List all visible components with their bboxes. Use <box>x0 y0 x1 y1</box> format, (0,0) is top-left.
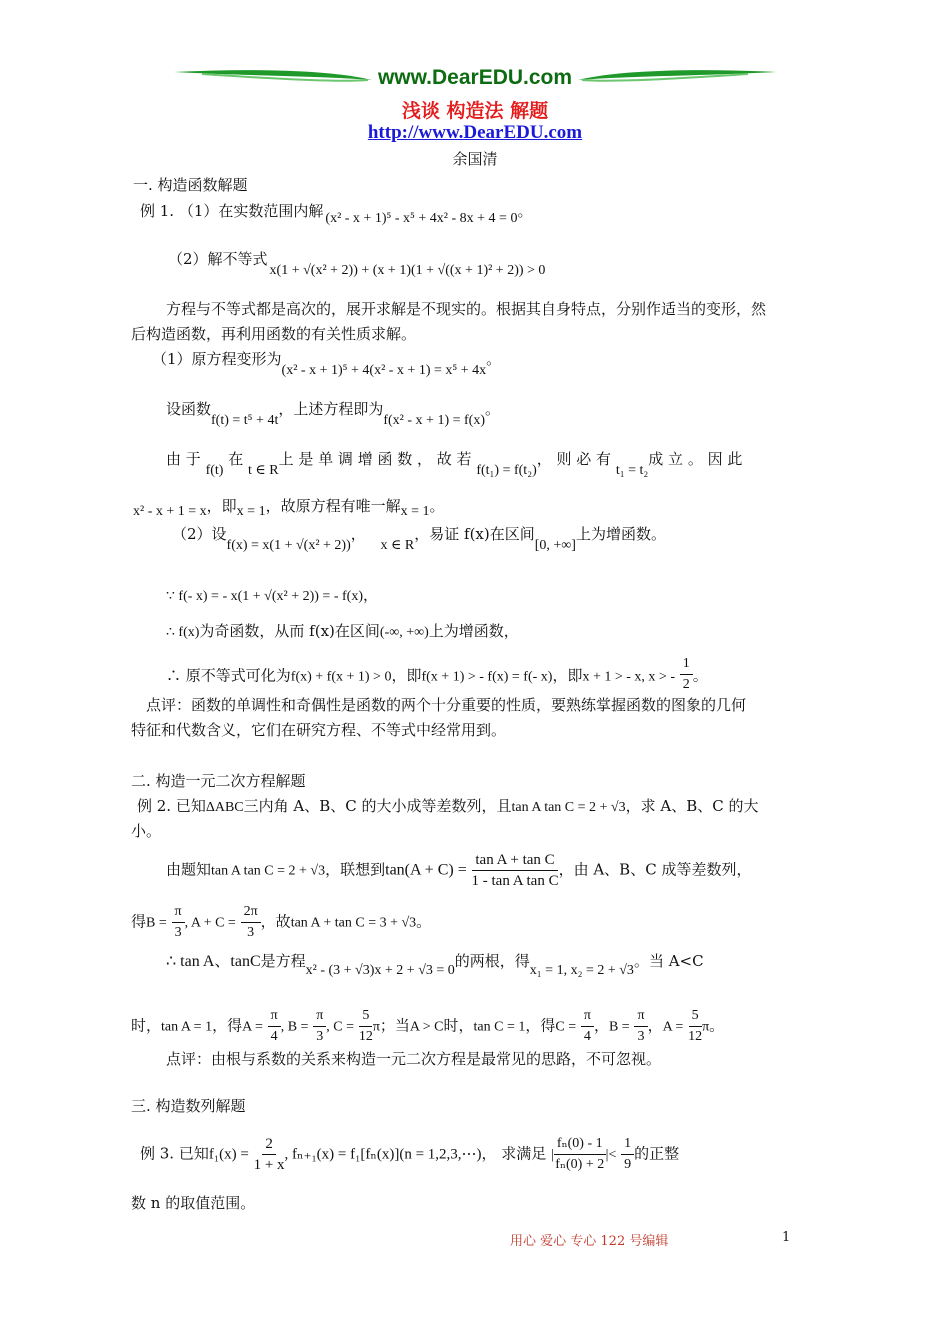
punct: 。 <box>709 1016 725 1035</box>
text: ，得 <box>525 1016 556 1035</box>
numerator: π <box>313 1006 326 1027</box>
equation: B = <box>608 1019 630 1035</box>
text: 为奇函数，从而 f(x)在区间 <box>199 622 380 640</box>
text: ， <box>593 1016 609 1035</box>
fraction <box>359 1006 373 1047</box>
solution-line <box>166 656 708 697</box>
text: ，联想到 <box>325 860 386 879</box>
text: 上为增函数， <box>428 622 519 640</box>
numerator: 2 <box>262 1134 276 1155</box>
fraction <box>254 1134 285 1175</box>
author-name: 余国清 <box>452 150 498 168</box>
equation: t₁ = t₂ <box>615 463 649 478</box>
equation: f(t₁) = f(t₂) <box>476 463 537 478</box>
example-1-line <box>140 200 532 224</box>
numerator: 1 <box>621 1134 634 1155</box>
text: 由 于 <box>166 450 201 468</box>
text: ，故原方程有唯一解 <box>265 497 401 515</box>
equation: tan(A + C) = <box>385 861 467 879</box>
fraction <box>688 1006 702 1047</box>
punct: 。 <box>692 666 708 685</box>
text: 小。 <box>131 822 162 840</box>
equation: f(x² - x + 1) = f(x) <box>383 413 485 428</box>
pi: π <box>372 1019 380 1035</box>
equation: x = 1 <box>236 504 266 519</box>
fraction <box>313 1006 326 1047</box>
equation: f₁(x) = <box>208 1146 249 1163</box>
equation: f(x) = x(1 + √(x² + 2)) <box>226 538 351 553</box>
equation: tan A tan C = 2 + √3 <box>211 863 326 879</box>
equation: , A + C = <box>184 915 236 931</box>
punct: 。 <box>484 400 500 418</box>
fraction <box>621 1134 634 1175</box>
equation: f(x) + f(x + 1) > 0 <box>290 669 392 685</box>
equation: f(t) <box>205 463 224 478</box>
text: 。当 A<C <box>633 952 704 970</box>
document-title: 浅谈 构造法 解题 <box>401 100 549 122</box>
punct: 。 <box>486 350 502 368</box>
text: （2）设 <box>172 525 227 543</box>
equation: f(t) = t⁵ + 4t <box>211 413 279 428</box>
text: 在 <box>228 450 244 468</box>
text: ， 求满足 <box>481 1144 547 1163</box>
roots: x₁ = 1, x₂ = 2 + √3 <box>529 963 634 978</box>
equation: x² - (3 + √3)x + 2 + √3 = 0 <box>305 963 455 978</box>
equation: t ∈ R <box>248 463 279 478</box>
text: ，即 <box>391 666 422 685</box>
text: （1）原方程变形为 <box>152 350 282 368</box>
text: ，即 <box>206 497 237 515</box>
solution-line <box>166 620 519 644</box>
equation: tan A tan C = 2 + √3 <box>511 800 626 815</box>
inequality: x(1 + √(x² + 2)) + (x + 1)(1 + √((x + 1)² + 2)) > 0 <box>269 263 546 278</box>
solution-line <box>131 1006 724 1047</box>
text: 数 n 的取值范围。 <box>131 1194 256 1212</box>
text: 三内角 A、B、C 的大小成等差数列，且 <box>243 797 512 815</box>
numerator: 5 <box>689 1006 702 1027</box>
equation: , B = <box>280 1019 309 1035</box>
solution-line <box>133 495 445 519</box>
solution-line <box>166 584 378 608</box>
denominator: 3 <box>637 1029 645 1044</box>
example-label: 例 1. （1）在实数范围内解 <box>140 202 324 220</box>
denominator: 12 <box>688 1029 703 1044</box>
numerator: π <box>581 1006 594 1027</box>
numerator: tan A + tan C <box>472 850 557 871</box>
solution-line <box>166 448 743 478</box>
text: 由题知 <box>166 860 212 879</box>
equation: x = 1 <box>400 504 430 519</box>
text: （2）解不等式 <box>168 250 268 268</box>
equation: x + 1 > - x, x > - <box>582 669 675 685</box>
example-label: 例 3. 已知 <box>140 1144 209 1163</box>
denominator: 4 <box>270 1029 278 1044</box>
fraction <box>680 654 693 695</box>
site-name: www.DearEDU.com <box>377 66 573 89</box>
less-than: < <box>608 1147 617 1163</box>
text: ， <box>647 1016 663 1035</box>
interval: [0, +∞] <box>534 538 576 553</box>
equation: A = <box>242 1019 263 1035</box>
abs-bar: | <box>551 1147 554 1163</box>
text: 的两根，得 <box>454 952 530 970</box>
text: 的正整 <box>634 1144 680 1163</box>
fraction <box>581 1006 594 1047</box>
text: 设函数 <box>166 400 212 418</box>
denominator: 1 - tan A tan C <box>471 873 559 889</box>
equation: C = <box>555 1019 577 1035</box>
fraction <box>472 850 559 891</box>
section-heading: 二. 构造一元二次方程解题 <box>131 772 306 790</box>
numerator: π <box>172 902 185 923</box>
text: 成 立 。 因 此 <box>648 450 743 468</box>
denominator: 2 <box>682 677 690 692</box>
fraction <box>241 902 261 943</box>
equation: , C = <box>326 1019 355 1035</box>
equation: x ∈ R <box>380 538 415 553</box>
text: 时， <box>131 1016 162 1035</box>
equation: ∵ f(- x) = - x(1 + √(x² + 2)) = - f(x) <box>166 589 363 604</box>
text: 时， <box>443 1016 474 1035</box>
denominator: 4 <box>583 1029 591 1044</box>
numerator: fₙ(0) - 1 <box>554 1134 606 1155</box>
interval: (-∞, +∞) <box>379 625 429 640</box>
text: ∴ 原不等式可化为 <box>166 666 291 685</box>
numerator: π <box>268 1006 281 1027</box>
equation: f(x + 1) > - f(x) = f(- x) <box>421 669 553 685</box>
equation: (x² - x + 1)⁵ + 4(x² - x + 1) = x⁵ + 4x <box>281 363 487 378</box>
text: ，易证 f(x)在区间 <box>414 525 535 543</box>
numerator: 2π <box>241 902 261 923</box>
triangle: ΔABC <box>205 800 244 815</box>
example-1b-line <box>168 248 546 278</box>
text: ，由 A、B、C 成等差数列， <box>558 860 752 879</box>
section-heading: 一. 构造函数解题 <box>133 176 248 194</box>
punct: 。 <box>517 202 533 220</box>
paragraph: 后构造函数，再利用函数的有关性质求解。 <box>131 325 417 343</box>
fraction <box>554 1134 606 1175</box>
equation: tan A + tan C = 3 + √3 <box>290 915 417 931</box>
punct: ， <box>362 586 378 604</box>
fraction <box>172 902 185 943</box>
page-number: 1 <box>782 1230 791 1245</box>
equation: tan C = 1 <box>473 1019 526 1035</box>
equation: ∴ f(x) <box>166 625 200 640</box>
comment: 点评：函数的单调性和奇偶性是函数的两个十分重要的性质，要熟练掌握函数的图象的几何 <box>146 696 747 714</box>
example-2-line <box>137 795 759 819</box>
abs-bar: | <box>605 1147 609 1163</box>
text: ；当 <box>379 1016 410 1035</box>
example-3-line <box>140 1134 679 1175</box>
comment: 特征和代数含义，它们在研究方程、不等式中经常用到。 <box>131 721 507 739</box>
fraction <box>268 1006 281 1047</box>
denominator: 3 <box>247 925 255 940</box>
denominator: 3 <box>174 925 182 940</box>
text: ，求 A、B、C 的大 <box>625 797 759 815</box>
text: 是方程 <box>260 952 306 970</box>
denominator: 1 + x <box>253 1157 285 1173</box>
section-heading: 三. 构造数列解题 <box>131 1097 246 1115</box>
denominator: 12 <box>358 1029 373 1044</box>
equation: x² - x + 1 = x <box>133 504 207 519</box>
numerator: π <box>634 1006 647 1027</box>
text: ，得 <box>212 1016 243 1035</box>
fraction <box>634 1006 647 1047</box>
paragraph: 方程与不等式都是高次的，展开求解是不现实的。根据其自身特点，分别作适当的变形，然 <box>166 300 767 318</box>
solution-line <box>172 523 666 553</box>
site-url-link[interactable]: http://www.DearEDU.com <box>367 122 583 143</box>
numerator: 1 <box>680 654 693 675</box>
text: ，故 <box>260 912 291 931</box>
punct: 。 <box>416 912 432 931</box>
text: ， 则 必 有 <box>536 450 612 468</box>
punct: 。 <box>429 497 445 515</box>
equation: ∴ tan A、tanC <box>166 953 261 970</box>
solution-line <box>152 348 502 378</box>
solution-line <box>166 398 500 428</box>
text: ，即 <box>552 666 583 685</box>
solution-line <box>131 902 431 943</box>
footer-note: 用心 爱心 专心 122 号编辑 <box>510 1234 669 1249</box>
pi: π <box>702 1019 710 1035</box>
solution-line <box>166 850 751 891</box>
solution-line <box>166 950 704 978</box>
denominator: 3 <box>316 1029 324 1044</box>
text: ， <box>350 525 366 543</box>
text: 上为增函数。 <box>575 525 666 543</box>
equation: (x² - x + 1)⁵ - x⁵ + 4x² - 8x + 4 = 0 <box>325 211 518 226</box>
equation: B = <box>146 915 167 931</box>
denominator: fₙ(0) + 2 <box>555 1157 605 1172</box>
text: ，上述方程即为 <box>278 400 384 418</box>
equation: tan A = 1 <box>161 1019 213 1035</box>
comment: 点评：由根与系数的关系来构造一元二次方程是最常见的思路，不可忽视。 <box>166 1050 662 1068</box>
comparison: A > C <box>409 1019 444 1035</box>
text: 上 是 单 调 增 函 数 ， 故 若 <box>278 450 472 468</box>
equation: , fₙ₊₁(x) = f₁[fₙ(x)](n = 1,2,3,⋯) <box>284 1146 482 1163</box>
denominator: 9 <box>624 1157 632 1172</box>
equation: A = <box>662 1019 684 1035</box>
text: 得 <box>131 912 147 931</box>
example-label: 例 2. 已知 <box>137 797 206 815</box>
numerator: 5 <box>359 1006 372 1027</box>
